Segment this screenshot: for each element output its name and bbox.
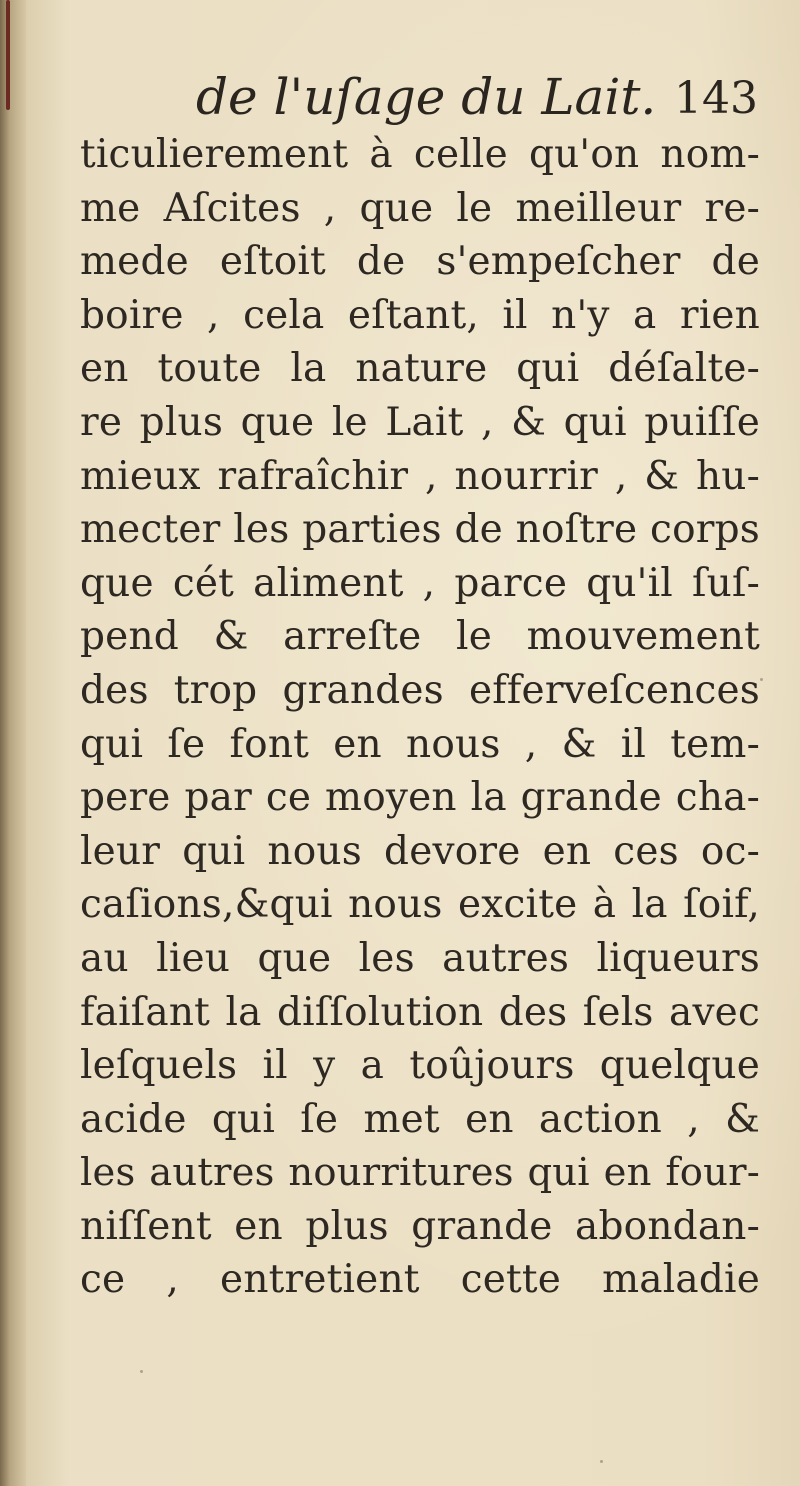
- text-line: caſions,&qui nous excite à la ſoif,: [80, 882, 760, 928]
- text-line: en toute la nature qui déſalte-: [80, 346, 760, 392]
- body-text: [80, 128, 760, 1348]
- text-line: leſquels il y a toûjours quelque: [80, 1043, 760, 1089]
- text-line: qui ſe font en nous , & il tem-: [80, 721, 760, 767]
- text-line: pere par ce moyen la grande cha-: [80, 775, 760, 821]
- text-line: les autres nourritures qui en four-: [80, 1150, 760, 1196]
- text-line: boire , cela eſtant, il n'y a rien: [80, 292, 760, 338]
- text-line: re plus que le Lait , & qui puiſſe: [80, 399, 760, 445]
- text-line: acide qui ſe met en action , &: [80, 1096, 760, 1142]
- page-number: 143: [674, 73, 758, 124]
- paper-speck: [600, 1460, 603, 1463]
- text-line: que cét aliment , parce qu'il ſuſ-: [80, 560, 760, 606]
- text-line: me Aſcites , que le meilleur re-: [80, 185, 760, 231]
- text-line: ticulierement à celle qu'on nom-: [80, 132, 760, 177]
- paper-speck: [140, 1370, 143, 1373]
- text-line: niſſent en plus grande abondan-: [80, 1203, 760, 1249]
- text-line: des trop grandes efferveſcences: [80, 667, 760, 713]
- text-line: faiſant la diſſolution des ſels avec: [80, 989, 760, 1035]
- text-line: mecter les parties de noſtre corps: [80, 507, 760, 553]
- text-line: mede eſtoit de s'empeſcher de: [80, 239, 760, 285]
- page-gutter: [0, 0, 26, 1486]
- paper-speck: [760, 678, 763, 681]
- binding-edge: [6, 0, 10, 110]
- text-line: au lieu que les autres liqueurs: [80, 935, 760, 981]
- text-line: mieux rafraîchir , nourrir , & hu-: [80, 453, 760, 499]
- running-head: de l'uſage du Lait.: [196, 68, 657, 126]
- text-line: leur qui nous devore en ces oc-: [80, 828, 760, 874]
- paper-speck: [752, 1075, 755, 1078]
- text-line: ce , entretient cette maladie: [80, 1257, 760, 1303]
- text-line: pend & arreſte le mouvement: [80, 614, 760, 660]
